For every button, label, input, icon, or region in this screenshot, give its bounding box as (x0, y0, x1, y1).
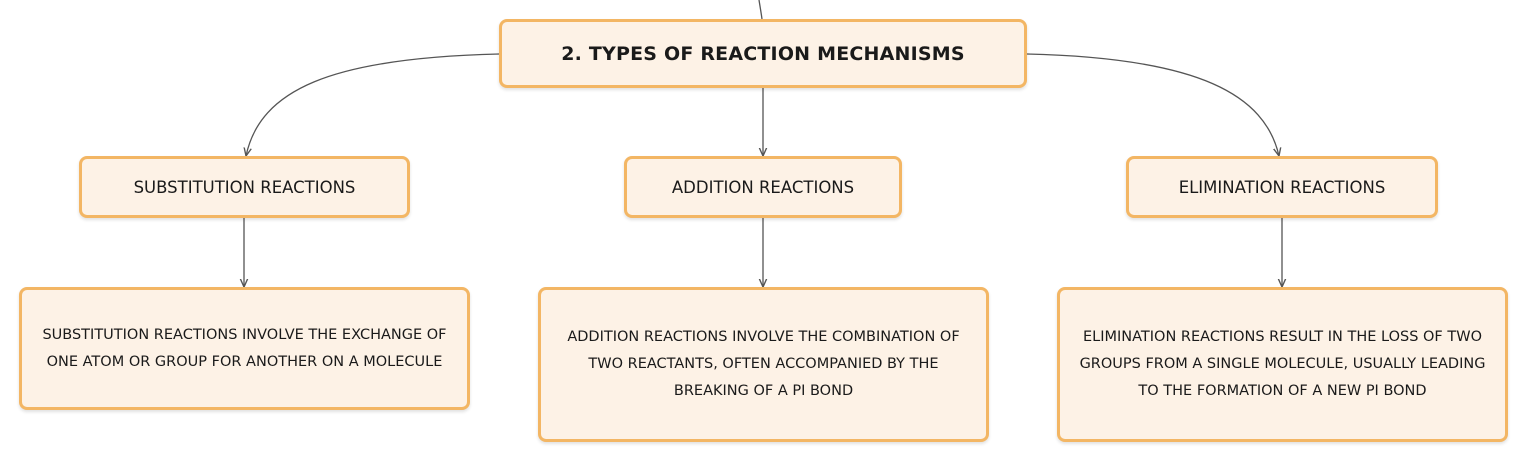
substitution-reactions-node[interactable] (79, 156, 410, 218)
root-node-label: 2. TYPES OF REACTION MECHANISMS (561, 42, 965, 65)
incoming-connector (759, 0, 762, 19)
addition-description-text: ADDITION REACTIONS INVOLVE THE COMBINATION OF TWO REACTANTS, OFTEN ACCOMPANIED BY THE BREAKING OF A PI BOND (567, 329, 960, 399)
connector-root-to-substitution (246, 54, 499, 156)
elimination-reactions-node[interactable] (1126, 156, 1438, 218)
substitution-reactions-label: SUBSTITUTION REACTIONS (133, 177, 356, 197)
addition-reactions-label: ADDITION REACTIONS (671, 177, 855, 197)
substitution-description-text: SUBSTITUTION REACTIONS INVOLVE THE EXCHANGE OF ONE ATOM OR GROUP FOR ANOTHER ON A MOLECULE (42, 326, 447, 370)
elimination-reactions-label: ELIMINATION REACTIONS (1178, 177, 1386, 197)
addition-description-node[interactable] (538, 287, 989, 442)
elimination-description-node[interactable] (1057, 287, 1508, 442)
root-node[interactable] (499, 19, 1027, 88)
connector-root-to-elimination (1027, 54, 1279, 156)
substitution-description-node[interactable] (19, 287, 470, 410)
elimination-description-text: ELIMINATION REACTIONS RESULT IN THE LOSS OF TWO GROUPS FROM A SINGLE MOLECULE, USUALLY LEADING TO THE FORMATION OF A NEW PI BOND (1079, 329, 1486, 399)
addition-reactions-node[interactable] (624, 156, 902, 218)
